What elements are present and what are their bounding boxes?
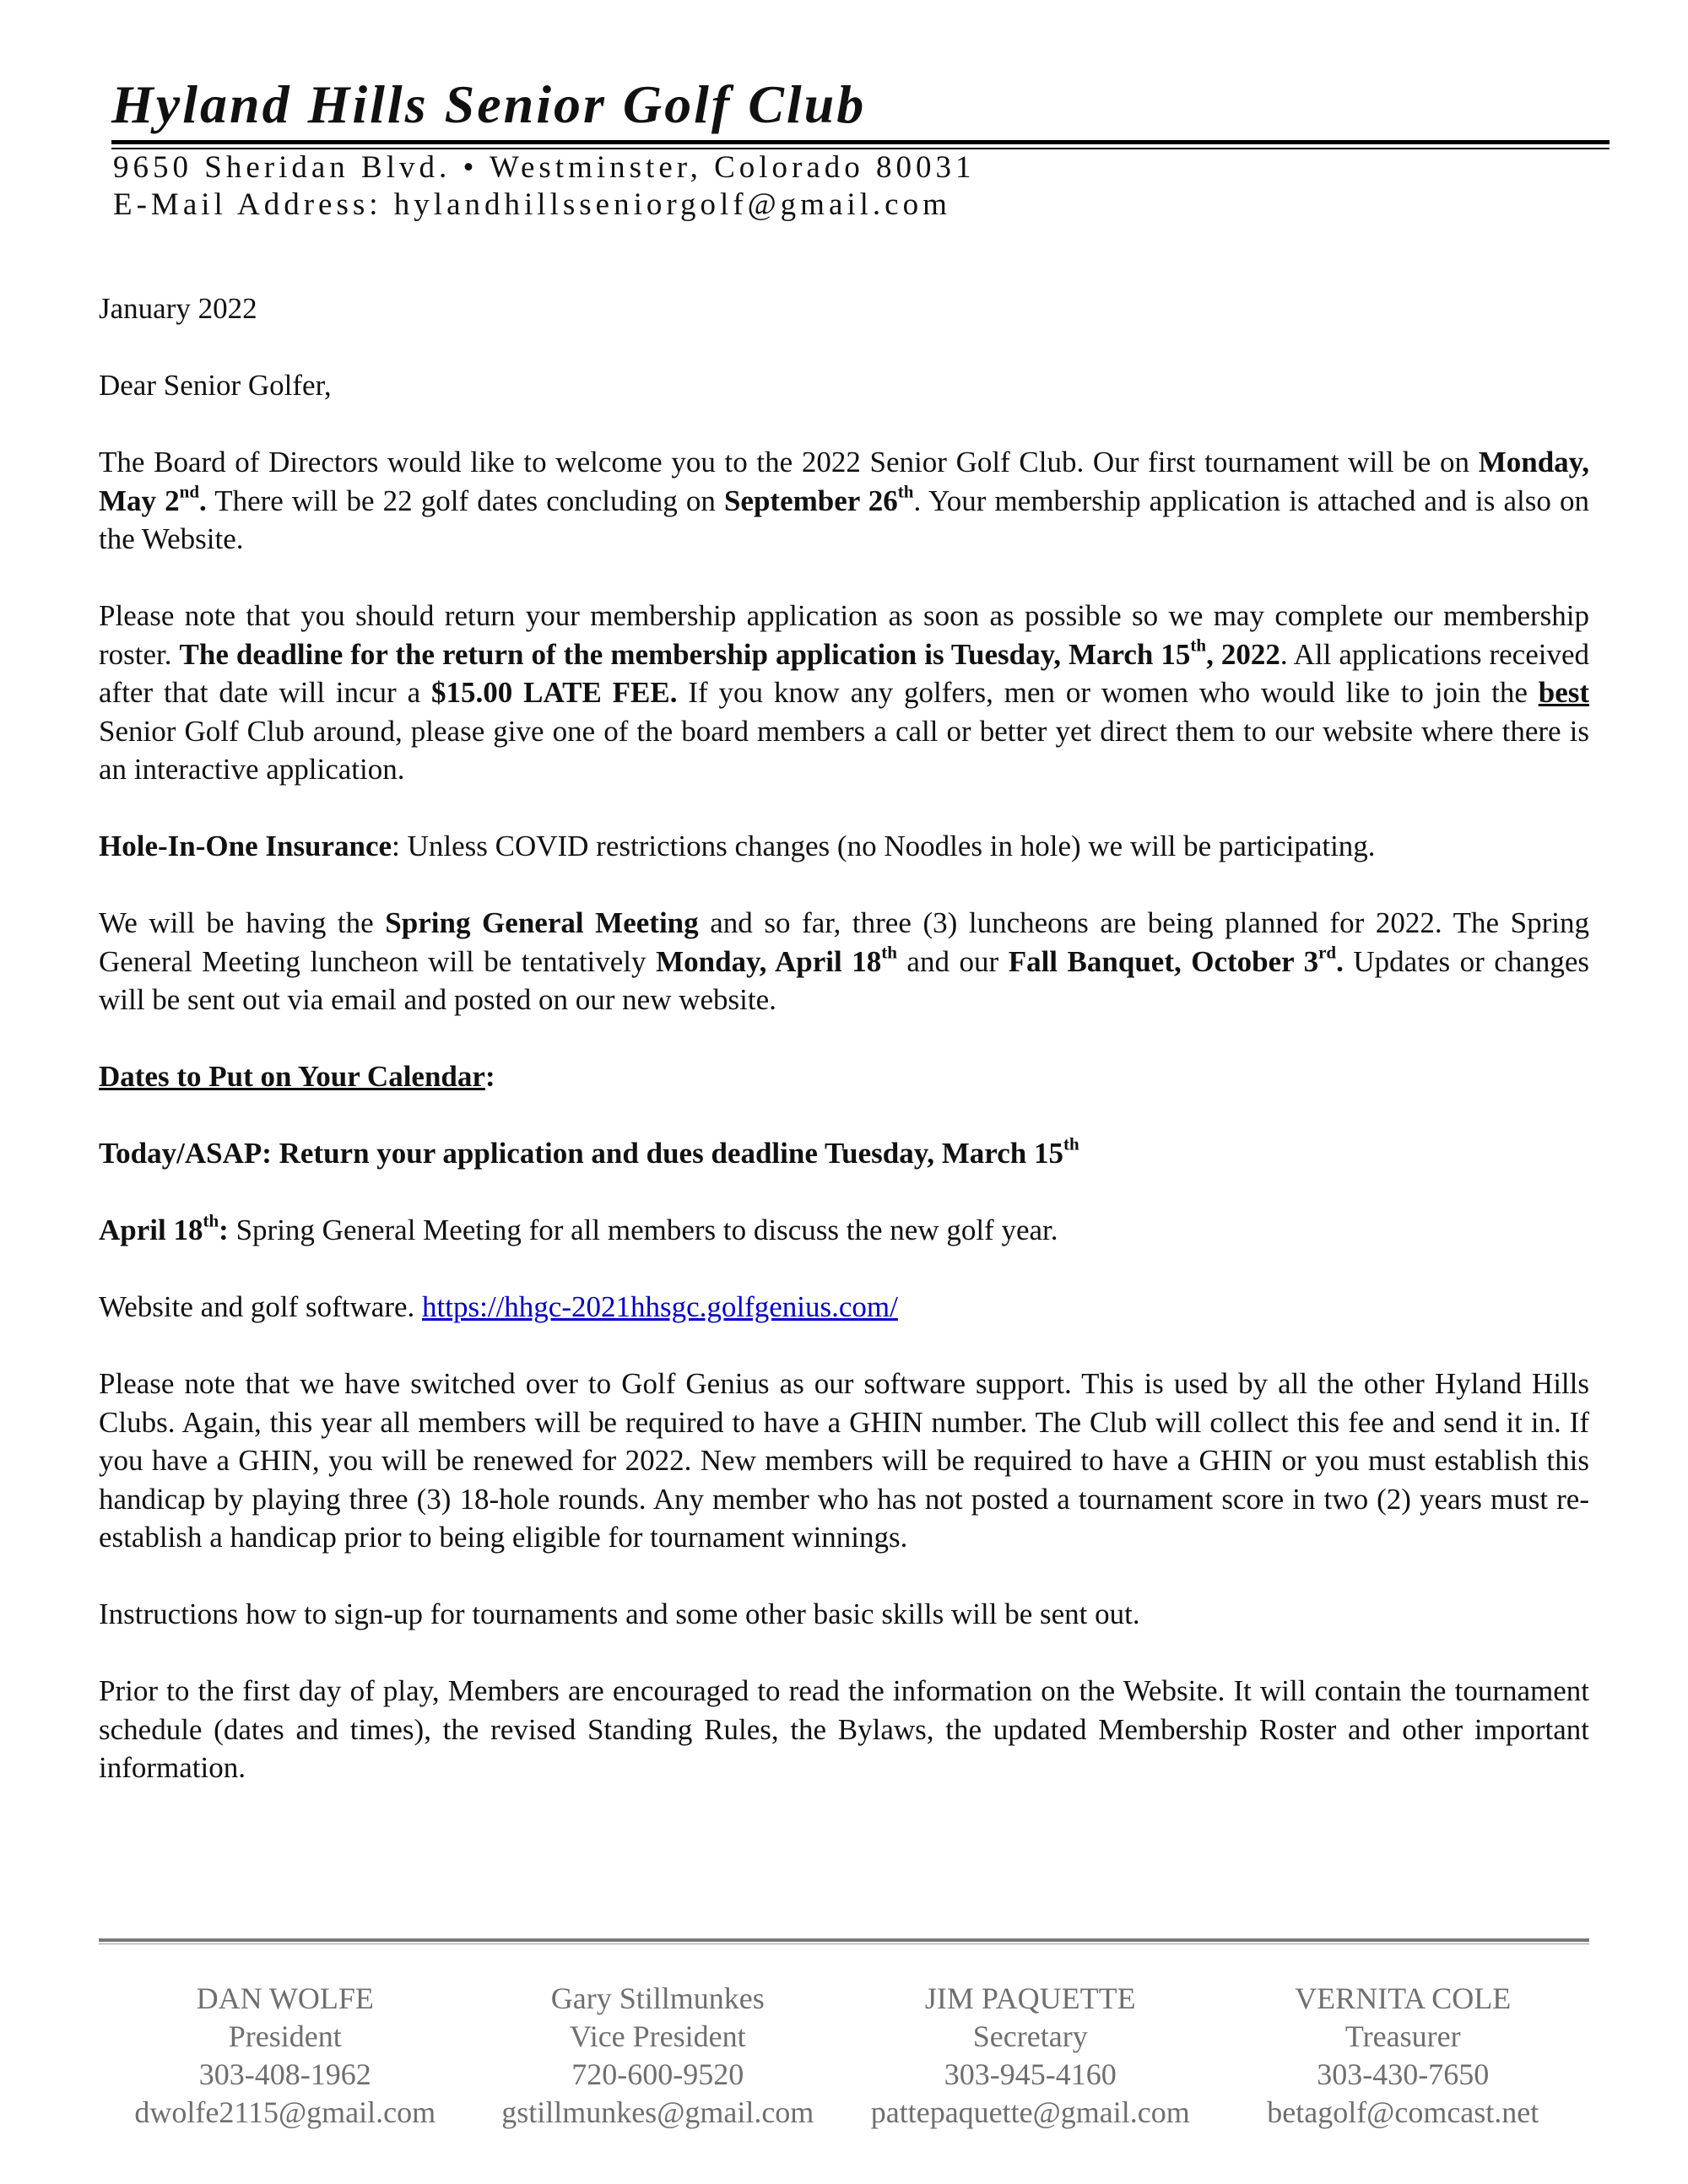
fall-banquet-date: Fall Banquet, October 3rd. xyxy=(1008,941,1344,978)
insurance-label: Hole-In-One Insurance xyxy=(99,830,392,862)
first-tournament-date: Monday, May 2nd. xyxy=(99,446,1589,517)
officer-phone: 303-945-4160 xyxy=(944,2057,1117,2091)
deadline-text: The deadline for the return of the membership application is Tuesday, March 15th, 2022 xyxy=(179,634,1280,671)
letterhead-rule-thin xyxy=(111,148,1610,149)
officer-email: betagolf@comcast.net xyxy=(1267,2095,1539,2129)
officer-president xyxy=(99,1980,472,2132)
officer-vice-president xyxy=(472,1980,845,2132)
officer-name: DAN WOLFE xyxy=(196,1981,374,2015)
officer-secretary xyxy=(844,1980,1217,2132)
paragraph-website-info: Prior to the first day of play, Members are encouraged to read the information on the Website. It will contain the tournament schedule (dates and times), the revised Standing Rules, the Bylaws, the updated Membership Roster and other important information. xyxy=(99,1674,1589,1784)
paragraph-deadline: Please note that you should return your membership application as soon as possible so we may complete our membership roster. The deadline for the return of the membership application is Tuesday, March 15th, 2022. All applications received after that date will incur a $15.00 LATE FEE. If you know any golfers, men or women who would like to join the best Senior Golf Club around, please give one of the board members a call or better yet direct them to our website where there is an interactive application. xyxy=(99,599,1590,786)
footer-rule xyxy=(99,1938,1589,1942)
officer-title: Secretary xyxy=(972,2019,1088,2053)
officer-phone: 720-600-9520 xyxy=(571,2057,744,2091)
club-name: Hyland Hills Senior Golf Club xyxy=(111,74,867,134)
paragraph-insurance: Hole-In-One Insurance: Unless COVID restrictions changes (no Noodles in hole) we will be participating. xyxy=(99,830,1376,862)
last-tournament-date: September 26th xyxy=(723,480,914,517)
letter-body xyxy=(99,289,1589,1825)
calendar-heading: Dates to Put on Your Calendar: xyxy=(99,1060,495,1093)
best-emphasis: best xyxy=(1538,676,1590,709)
club-email: E-Mail Address: hylandhillsseniorgolf@gmail.com xyxy=(113,187,951,222)
letterhead xyxy=(111,74,1610,222)
letterhead-rule-thick xyxy=(111,140,1610,144)
officer-name: VERNITA COLE xyxy=(1295,1981,1512,2015)
officer-title: Vice President xyxy=(569,2019,746,2053)
officer-name: Gary Stillmunkes xyxy=(550,1981,765,2015)
late-fee: $15.00 LATE FEE. xyxy=(430,676,678,709)
website-line: Website and golf software. https://hhgc-2021hhsgc.golfgenius.com/ xyxy=(99,1290,898,1323)
officer-title: Treasurer xyxy=(1344,2019,1461,2053)
officer-phone: 303-430-7650 xyxy=(1317,2057,1490,2091)
paragraph-welcome: The Board of Directors would like to welcome you to the 2022 Senior Golf Club. Our first tournament will be on Monday, May 2nd. There will be 22 golf dates concluding on September 26th. Your membership application is attached and is also on the Website. xyxy=(99,446,1589,555)
paragraph-meetings: We will be having the Spring General Meeting and so far, three (3) luncheons are being planned for 2022. The Spring General Meeting luncheon will be tentatively Monday, April 18th and our Fall Banquet, October 3rd. Updates or changes will be sent out via email and posted on our new website. xyxy=(99,906,1590,1016)
salutation: Dear Senior Golfer, xyxy=(99,369,332,402)
footer-rule-thin xyxy=(99,1943,1589,1944)
calendar-item-today: Today/ASAP: Return your application and dues deadline Tuesday, March 15th xyxy=(99,1133,1079,1170)
calendar-item-april: April 18th: Spring General Meeting for all members to discuss the new golf year. xyxy=(99,1210,1058,1246)
officer-email: gstillmunkes@gmail.com xyxy=(501,2095,814,2129)
officer-phone: 303-408-1962 xyxy=(198,2057,371,2091)
officer-title: President xyxy=(228,2019,342,2053)
spring-meeting-date: Monday, April 18th xyxy=(656,941,897,978)
officers-footer xyxy=(99,1980,1589,2132)
officer-email: dwolfe2115@gmail.com xyxy=(134,2095,436,2129)
letter-date: January 2022 xyxy=(99,292,257,325)
officer-email: pattepaquette@gmail.com xyxy=(870,2095,1190,2129)
paragraph-golf-genius: Please note that we have switched over to Golf Genius as our software support. This is used by all the other Hyland Hills Clubs. Again, this year all members will be required to have a GHIN number. The Club will collect this fee and send it in. If you have a GHIN, you will be renewed for 2022. New members will be required to have a GHIN or you must establish this handicap by playing three (3) 18-hole rounds. Any member who has not posted a tournament score in two (2) years must re-establish a handicap prior to being eligible for tournament winnings. xyxy=(99,1367,1589,1554)
officer-treasurer xyxy=(1217,1980,1590,2132)
website-link[interactable]: https://hhgc-2021hhsgc.golfgenius.com/ xyxy=(422,1290,898,1323)
paragraph-instructions: Instructions how to sign-up for tournaments and some other basic skills will be sent out. xyxy=(99,1597,1140,1630)
officer-name: JIM PAQUETTE xyxy=(924,1981,1136,2015)
club-address: 9650 Sheridan Blvd. • Westminster, Colorado 80031 xyxy=(113,150,976,185)
